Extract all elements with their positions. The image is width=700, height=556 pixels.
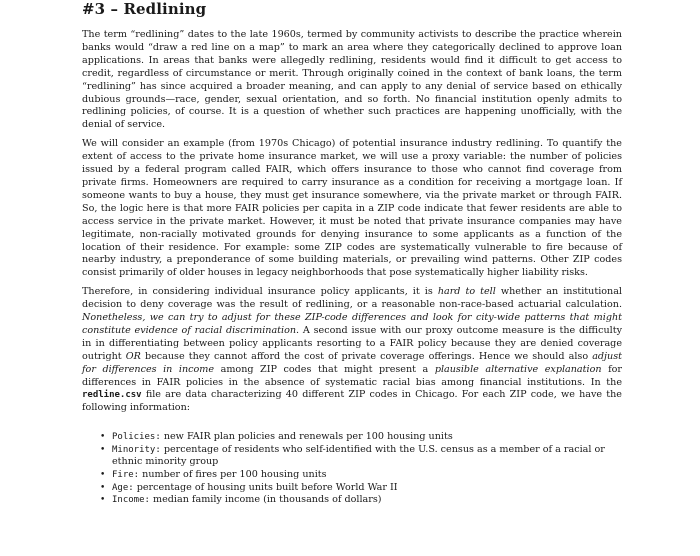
text-run: among ZIP codes that might present a [214, 363, 435, 375]
paragraph-adjustment [82, 286, 622, 415]
variable-name: Minority: [112, 444, 161, 455]
list-item [100, 444, 622, 469]
text-run: for differences in FAIR policies in the absence of systematic racial bias among financial institutions. In the [82, 363, 622, 388]
bullet-icon: • [100, 444, 106, 455]
variable-name: Age: [112, 482, 134, 493]
variable-name: Policies: [112, 432, 161, 443]
text-run: file are data characterizing 40 different ZIP codes in Chicago. For each ZIP code, we have the following information: [82, 389, 622, 414]
list-item [100, 469, 622, 482]
variable-description: number of fires per 100 housing units [139, 469, 327, 481]
paragraph-example: We will consider an example (from 1970s Chicago) of potential insurance industry redlining. To quantify the extent of access to the private home insurance market, we will use a proxy variable: the number of policies issued by a federal program called FAIR, which offers insurance to those who cannot find coverage from private firms. Homeowners are required to carry insurance as a condition for receiving a mortgage loan. If someone wants to buy a house, they must get insurance somewhere, via the private market or through FAIR. So, the logic here is that more FAIR policies per capita in a ZIP code indicate that fewer residents are able to access service in the private market. However, it must be noted that private insurance companies may have legitimate, non-racially motivated grounds for denying insurance to some applicants as a function of the location of their residence. For example: some ZIP codes are systematically vulnerable to fire because of nearby industry, a preponderance of some building materials, or prevailing wind patterns. Other ZIP codes consist primarily of older houses in legacy neighborhoods that pose systematically higher liability risks. [82, 138, 622, 279]
bullet-icon: • [100, 495, 106, 506]
list-item [100, 482, 622, 495]
document-body [82, 29, 622, 507]
list-item [100, 494, 622, 507]
variable-description: new FAIR plan policies and renewals per 100 housing units [160, 431, 453, 443]
section-title: #3 – Redlining [82, 0, 207, 18]
emphasis-or: OR [125, 350, 141, 362]
variable-name: Income: [112, 495, 150, 506]
text-run: because they cannot afford the cost of private coverage offerings. Hence we should also [140, 350, 593, 362]
bullet-icon: • [100, 470, 106, 481]
emphasis-adjust-sentence: Nonetheless, we can try to adjust for these ZIP-code differences and look for city-wide patterns that might constitute evidence of racial discrimination. [82, 312, 622, 336]
variable-name: Fire: [112, 470, 140, 481]
text-run: A second issue with our proxy outcome measure is the difficulty in in differentiating between policy applicants resorting to a FAIR policy because they are denied coverage outright [82, 324, 623, 362]
text-run: whether an institutional decision to deny coverage was the result of redlining, or a reasonable non-race-based actuarial calculation. [82, 286, 623, 311]
variable-description: percentage of residents who self-identified with the U.S. census as a member of a racial or ethnic minority group [112, 443, 605, 468]
bullet-icon: • [100, 482, 106, 493]
emphasis-adjust-income: adjust for differences in income [82, 350, 622, 375]
filename-code: redline.csv [82, 390, 142, 401]
variable-list [82, 431, 622, 507]
variable-description: percentage of housing units built before World War II [133, 481, 398, 493]
paragraph-history: The term “redlining” dates to the late 1960s, termed by community activists to describe the practice wherein banks would “draw a red line on a map” to mark an area where they categorically declined to approve loan applications. In areas that banks were allegedly redlining, residents would find it difficult to get access to credit, regardless of circumstance or merit. Through originally coined in the context of bank loans, the term “redlining” has since acquired a broader meaning, and can apply to any denial of service based on ethically dubious grounds—race, gender, sexual orientation, and so forth. No financial institution openly admits to redlining policies, of course. It is a question of whether such practices are happening unofficially, with the denial of service. [82, 29, 622, 131]
text-run: Therefore, in considering individual insurance policy applicants, it is [82, 286, 438, 298]
emphasis-hard-to-tell: hard to tell [437, 286, 496, 298]
list-item [100, 431, 622, 444]
emphasis-alternative: plausible alternative explanation [434, 363, 602, 375]
bullet-icon: • [100, 432, 106, 443]
variable-description: median family income (in thousands of dollars) [149, 494, 382, 506]
